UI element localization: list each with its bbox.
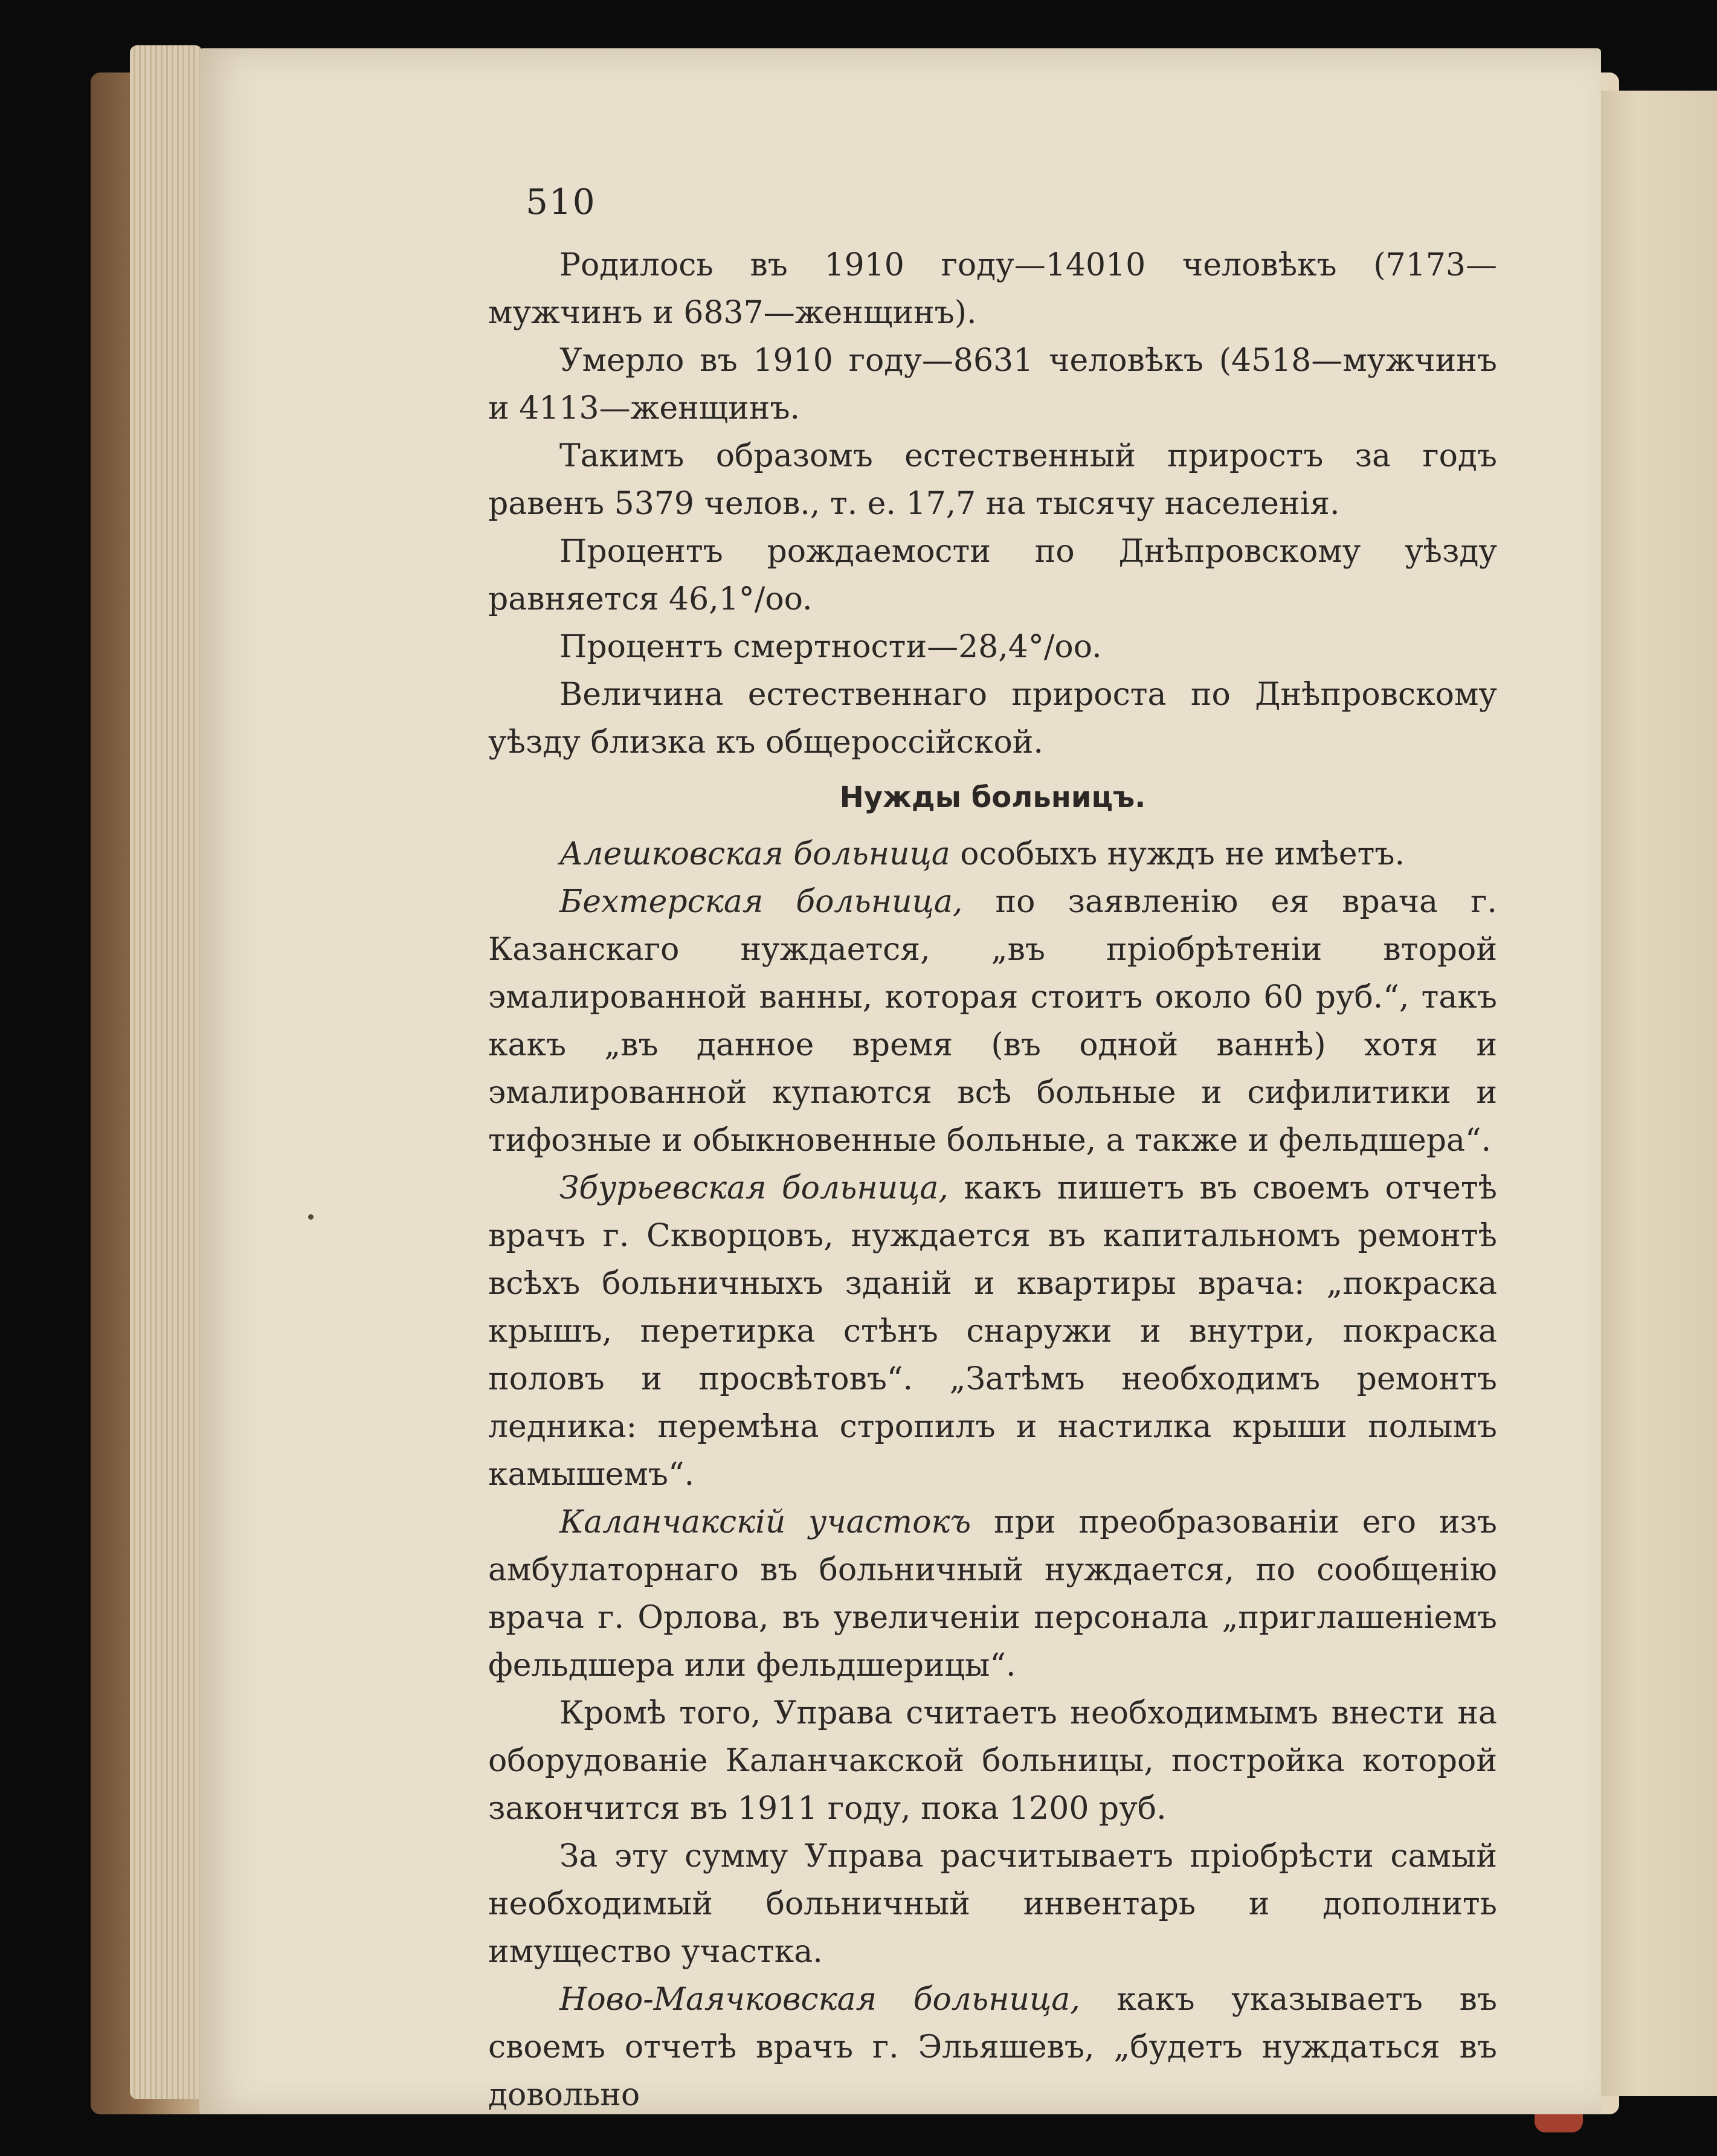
paragraph-body: За эту сумму Управа расчитываетъ пріобрѣсти самый необходимый больничный инвентарь и дополнить имущество участка. xyxy=(488,1838,1497,1970)
paragraph-zburyevka xyxy=(488,1165,1497,1499)
paragraph-uprava-funds xyxy=(488,1690,1497,1833)
paragraph-growth: Такимъ образомъ естественный приростъ за годъ равенъ 5379 челов., т. е. 17,7 на тысячу населенія. xyxy=(488,438,1497,522)
paragraph-body: особыхъ нуждъ не имѣетъ. xyxy=(950,836,1405,872)
paragraph-uprava-inventory xyxy=(488,1833,1497,1976)
paragraph-kalanchak xyxy=(488,1499,1497,1690)
page-number: 510 xyxy=(526,181,596,222)
paragraph-body: какъ пишетъ въ своемъ отчетѣ врачъ г. Скворцовъ, нуждается въ капитальномъ ремонтѣ всѣхъ больничныхъ зданій и квартиры врача: „покраска крышъ, перетирка стѣнъ снаружи и внутри, покраска половъ и просвѣтовъ“. „Затѣмъ необходимъ ремонтъ ледника: перемѣна стропилъ и настилка крыши полымъ камышемъ“. xyxy=(488,1170,1497,1493)
paragraph-aleshki xyxy=(488,831,1497,878)
page-text xyxy=(488,242,1497,2119)
facing-page-edge xyxy=(1583,91,1717,2096)
page-edges xyxy=(130,45,202,2099)
paragraph-deaths: Умерло въ 1910 году—8631 человѣкъ (4518—мужчинъ и 4113—женщинъ. xyxy=(488,343,1497,426)
hospital-name: Алешковская больница xyxy=(559,836,950,872)
paragraph-body: при преобразованіи его изъ амбулаторнаго въ больничный нуждается, по сообщенію врача г. Орлова, въ увеличеніи персонала „приглашеніемъ фельдшера или фельдшерицы“. xyxy=(488,1504,1497,1684)
hospital-name: Каланчакскій участокъ xyxy=(559,1504,971,1540)
paragraph-body: Кромѣ того, Управа считаетъ необходимымъ внести на оборудованіе Каланчакской больницы, постройка которой закончится въ 1911 году, пока 1200 руб. xyxy=(488,1695,1497,1827)
paragraph-novo-mayachka xyxy=(488,1976,1497,2119)
paragraph-comparison: Величина естественнаго прироста по Днѣпровскому уѣзду близка къ общероссійской. xyxy=(488,677,1497,761)
paragraph-birth-rate: Процентъ рождаемости по Днѣпровскому уѣзду равняется 46,1°/oo. xyxy=(488,533,1497,617)
paragraph-body: по заявленію ея врача г. Казанскаго нуждается, „въ пріобрѣтеніи второй эмалированной ванны, которая стоитъ около 60 руб.“, такъ какъ „въ данное время (въ одной ваннѣ) хотя и эмалированной купаются всѣ больные и сифилитики и тифозные и обыкновенные больные, а также и фельдшера“. xyxy=(488,884,1498,1159)
hospital-name: Ново-Маячковская больница, xyxy=(559,1981,1080,2018)
section-heading: Нужды больницъ. xyxy=(839,780,1146,814)
paragraph-bekhtery xyxy=(488,878,1497,1165)
paragraph-death-rate: Процентъ смертности—28,4°/oo. xyxy=(559,629,1102,665)
paragraph-body: какъ указываетъ въ своемъ отчетѣ врачъ г. Эльяшевъ, „будетъ нуждаться въ довольно xyxy=(488,1981,1498,2113)
paragraph-births: Родилось въ 1910 году—14010 человѣкъ (7173—мужчинъ и 6837—женщинъ). xyxy=(488,247,1497,331)
hospital-name: Бехтерская больница, xyxy=(559,884,963,920)
hospital-name: Збурьевская больница, xyxy=(559,1170,949,1206)
paper-spot xyxy=(308,1214,314,1220)
